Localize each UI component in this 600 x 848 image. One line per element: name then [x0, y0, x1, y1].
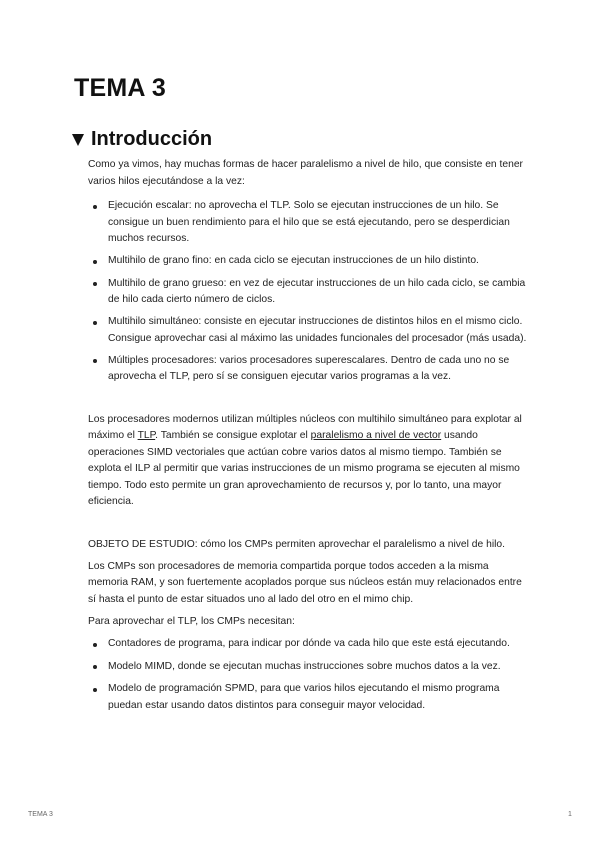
page-title: TEMA 3: [74, 74, 166, 102]
paragraph-text: . También se consigue explotar el: [155, 430, 311, 441]
list-item: Múltiples procesadores: varios procesadores superescalares. Dentro de cada uno no se aprovecha el TLP, pero sí se consiguen ejecutar varios programas a la vez.: [88, 353, 528, 386]
modern-processors-paragraph: [88, 412, 528, 511]
vector-parallelism-link[interactable]: paralelismo a nivel de vector: [310, 430, 442, 441]
footer-title: TEMA 3: [28, 811, 53, 818]
section-heading-text: Introducción: [91, 128, 213, 150]
list-item: Ejecución escalar: no aprovecha el TLP. Solo se ejecutan instrucciones de un hilo. Se consigue un buen rendimiento para el hilo que se está ejecutando, pero se desperdician muchos recursos.: [88, 198, 528, 248]
list-item: Contadores de programa, para indicar por dónde va cada hilo que este está ejecutando.: [88, 636, 528, 653]
list-item: Modelo MIMD, donde se ejecutan muchas instrucciones sobre muchos datos a la vez.: [88, 659, 528, 676]
thread-types-list: [88, 198, 528, 386]
tlp-requirements-paragraph: Para aprovechar el TLP, los CMPs necesitan:: [88, 615, 295, 627]
cmps-paragraph: Los CMPs son procesadores de memoria compartida porque todos acceden a la misma memoria RAM, y son fuertemente acoplados porque sus núcleos están muy relacionados entre sí hasta el punto de estar situados uno al lado del otro en el mimo chip.: [88, 560, 522, 605]
list-item: Multihilo de grano grueso: en vez de ejecutar instrucciones de un hilo cada ciclo, se cambia de hilo cada cierto número de ciclos.: [88, 276, 528, 309]
section-heading[interactable]: [72, 128, 212, 151]
intro-paragraph: Como ya vimos, hay muchas formas de hacer paralelismo a nivel de hilo, que consiste en tener varios hilos ejecutándose a la vez:: [88, 159, 523, 187]
section-content: [88, 157, 528, 714]
study-objective-paragraph: OBJETO DE ESTUDIO: cómo los CMPs permiten aprovechar el paralelismo a nivel de hilo.: [88, 538, 505, 550]
page-number: 1: [568, 811, 572, 818]
paragraph-text: usando operaciones SIMD vectoriales que actúan cobre varios datos al mismo tiempo. También se explota el ILP al permitir que varias instrucciones de un mismo programa se ejecuten al mismo tiempo. Todo esto permite un gran aprovechamiento de recursos y, por lo tanto, una mayor eficiencia.: [88, 430, 520, 507]
paragraph-text: Los procesadores modernos utilizan múltiples núcleos con multihilo simultáneo para explotar al máximo el: [88, 413, 522, 441]
triangle-down-icon[interactable]: [72, 134, 84, 146]
list-item: Modelo de programación SPMD, para que varios hilos ejecutando el mismo programa puedan estar usando datos distintos para conseguir mayor velocidad.: [88, 681, 528, 714]
tlp-link[interactable]: TLP: [137, 430, 156, 441]
cmp-requirements-list: [88, 636, 528, 714]
list-item: Multihilo de grano fino: en cada ciclo se ejecutan instrucciones de un hilo distinto.: [88, 253, 528, 270]
list-item: Multihilo simultáneo: consiste en ejecutar instrucciones de distintos hilos en el mismo ciclo. Consigue aprovechar casi al máximo las unidades funcionales del procesador (más usada).: [88, 314, 528, 347]
